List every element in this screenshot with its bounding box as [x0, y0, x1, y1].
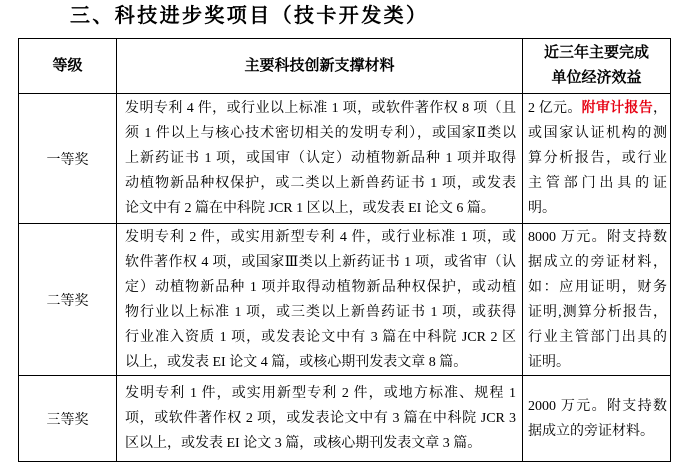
table-row-first-prize: [19, 94, 671, 224]
materials-cell: [117, 94, 523, 224]
text-line: [528, 96, 667, 121]
benefit-cell: [523, 224, 671, 376]
header-level: 等级: [19, 39, 117, 94]
text-line: 算分析报告，或行业: [528, 151, 667, 166]
table-row-third-prize: [19, 376, 671, 462]
text-line: 行业主管部门出具的: [528, 329, 667, 345]
materials-cell: [117, 224, 523, 376]
benefit-amount: 2 亿元。: [528, 101, 582, 116]
text-line: 上新药证书 1 项，或国审（认定）动植物新品种 1 项并取得: [125, 151, 516, 166]
header-benefit: [523, 39, 671, 94]
text-line: 2000 万元。附支持数: [528, 398, 667, 414]
text-line: 行业准入资质 1 项，或发表论文中有 3 篇在中科院 JCR 2 区: [125, 329, 516, 345]
table-header-row: [19, 39, 671, 94]
text-line: 软件著作权 4 项，或国家Ⅲ类以上新药证书 1 项，或省审（认: [125, 254, 516, 270]
awards-criteria-table: [18, 38, 671, 462]
table-row-second-prize: [19, 224, 671, 376]
punctuation: ，: [653, 101, 667, 116]
header-benefit-line: 单位经济效益: [551, 70, 642, 86]
text-line: 证明,测算分析报告，: [528, 304, 667, 320]
text-line: 动植物新品种权保护，或二类以上新兽药证书 1 项，或发表: [125, 176, 516, 191]
text-line: 证明。: [528, 354, 570, 370]
text-line: 据成立的旁证材料，: [528, 254, 667, 270]
text-line: 8000 万元。附支持数: [528, 229, 667, 245]
text-line: 物行业以上标准 1 项，或三类以上新兽药证书 1 项，或获得: [125, 304, 516, 320]
text-line: 项，或软件著作权 2 项，或发表论文中有 3 篇在中科院 JCR 3: [125, 411, 516, 426]
benefit-cell: [523, 376, 671, 462]
text-line: 发明专利 2 件，或实用新型专利 4 件，或行业标准 1 项，或: [125, 229, 516, 245]
text-line: 发明专利 1 件，或实用新型专利 2 件，或地方标准、规程 1: [125, 386, 516, 401]
level-cell: 一等奖: [19, 94, 117, 224]
text-line: 以上，或发表 EI 论文 4 篇，或核心期刊发表文章 8 篇。: [125, 354, 468, 370]
text-line: 区以上，或发表 EI 论文 3 篇，或核心期刊发表文章 3 篇。: [125, 436, 482, 451]
text-line: 定）动植物新品种 1 项并取得动植物新品种权保护，或动植: [125, 279, 516, 295]
header-materials: 主要科技创新支撑材料: [117, 39, 523, 94]
text-line: 明。: [528, 201, 556, 216]
text-line: 据成立的旁证材料。: [528, 423, 654, 439]
benefit-cell: [523, 94, 671, 224]
text-line: 论文中有 2 篇在中科院 JCR 1 区以上，或发表 EI 论文 6 篇。: [125, 201, 495, 216]
text-line: 主管部门出具的证: [528, 176, 667, 191]
highlighted-requirement: 附审计报告: [581, 101, 654, 116]
header-benefit-line: 近三年主要完成: [543, 45, 649, 61]
text-line: 或国家认证机构的测: [528, 126, 667, 141]
page-title: 三、科技进步奖项目（技卡开发类）: [70, 5, 429, 27]
text-line: 须 1 件以上与核心技术密切相关的发明专利），或国家Ⅱ类以: [125, 126, 516, 141]
text-line: 发明专利 4 件，或行业以上标准 1 项，或软件著作权 8 项（且: [125, 101, 516, 116]
level-cell: 二等奖: [19, 224, 117, 376]
level-cell: 三等奖: [19, 376, 117, 462]
text-line: 如：应用证明，财务: [528, 279, 667, 295]
materials-cell: [117, 376, 523, 462]
